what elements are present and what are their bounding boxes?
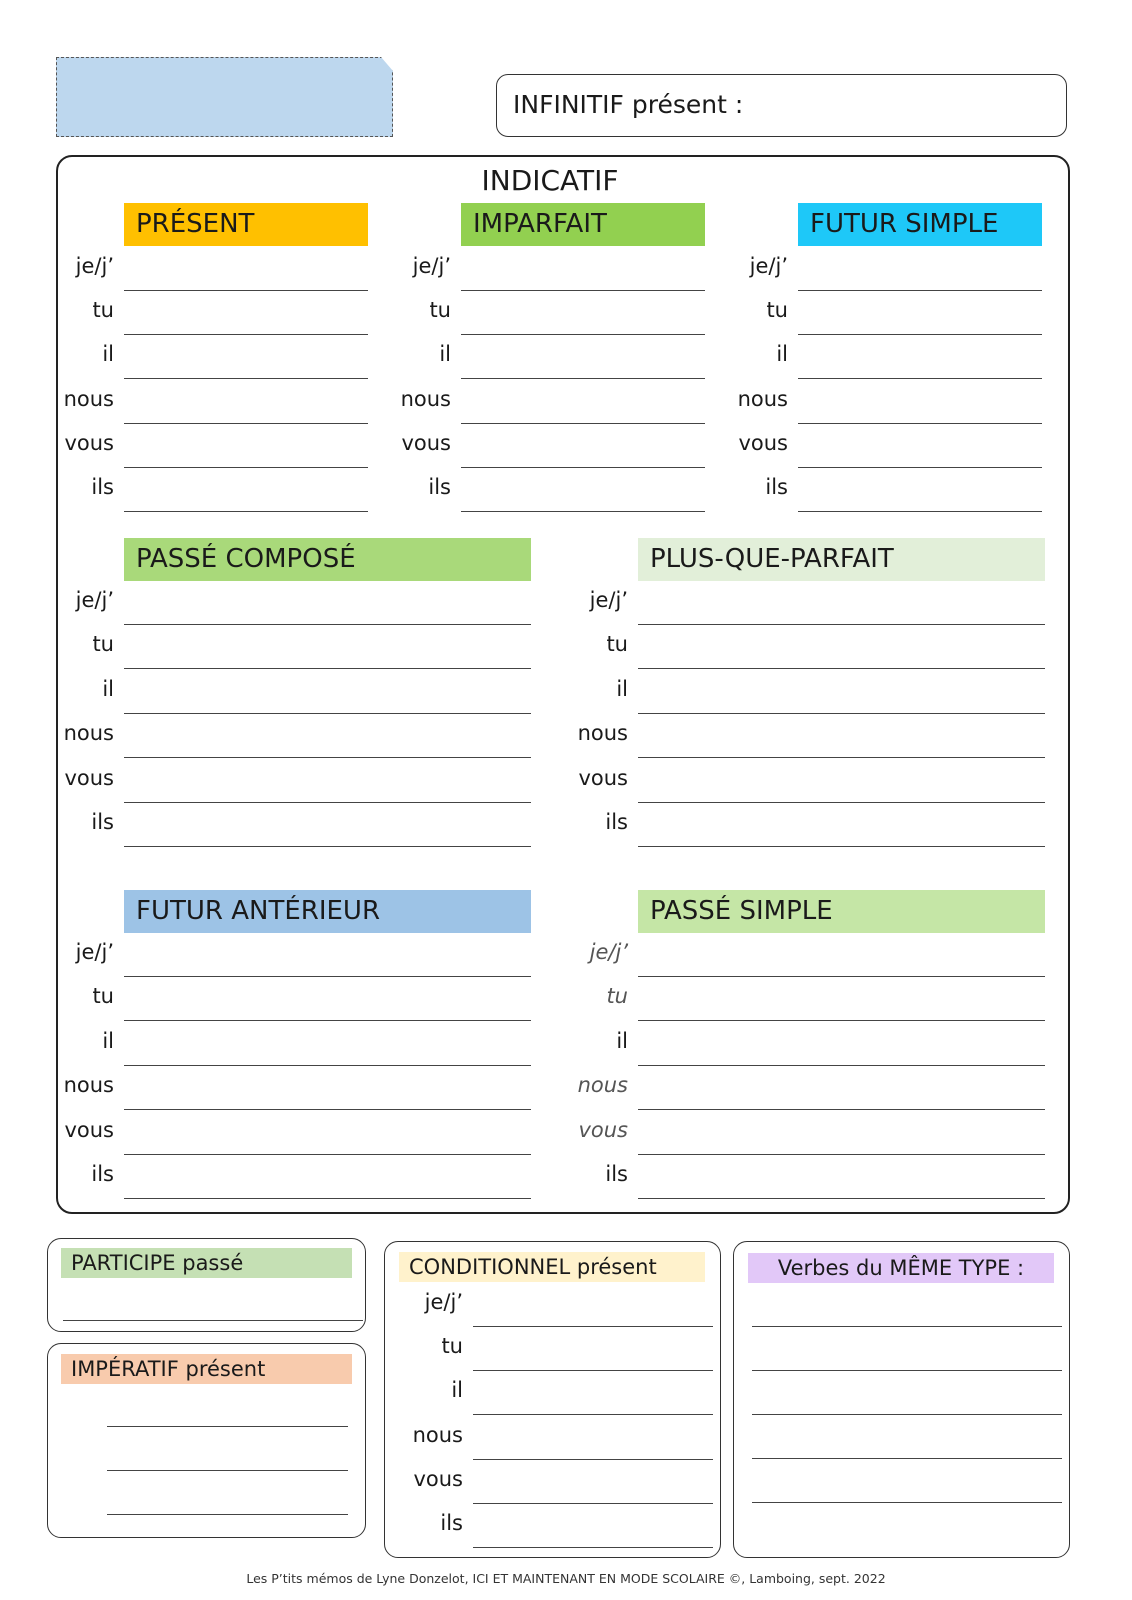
conjugation-row[interactable] [429,291,705,335]
answer-line[interactable] [124,846,531,847]
conjugation-row[interactable] [605,803,1045,847]
conjugation-row[interactable] [412,247,705,291]
pronoun-label: il [451,1378,463,1403]
answer-line[interactable] [124,511,368,512]
pronoun-label: je/j’ [589,940,628,964]
conjugation-row[interactable] [64,424,368,468]
answer-line[interactable] [798,511,1042,512]
conjugation-row[interactable] [616,670,1045,714]
pronoun-label: nous [63,721,114,746]
conjugation-row[interactable] [92,977,531,1021]
conjugation-row[interactable] [92,291,368,335]
pronoun-label: tu [441,1334,463,1359]
conjugation-row[interactable] [440,1504,713,1548]
meme-type-frame [733,1241,1070,1558]
pronoun-label: je/j’ [75,254,114,278]
conjugation-row[interactable] [400,380,705,424]
pronoun-label: il [776,342,788,367]
conjugation-row[interactable] [63,714,531,758]
footer-credit: Les P’tits mémos de Lyne Donzelot, ICI ET MAINTENANT EN MODE SCOLAIRE ©, Lamboing, sept. 2022 [246,1571,886,1586]
conjugation-row[interactable] [75,933,531,977]
pronoun-label: vous [401,430,451,455]
conjugation-row[interactable] [91,803,531,847]
conjugation-row[interactable] [578,1111,1045,1155]
pronoun-label: je/j’ [75,940,114,964]
pronoun-label: vous [578,1117,628,1142]
conjugation-imparfait [400,247,705,512]
tense-header-futur-simple: FUTUR SIMPLE [798,203,1042,246]
meme-type-line[interactable] [752,1414,1062,1415]
pronoun-label: tu [606,984,628,1009]
answer-line[interactable] [473,1547,713,1548]
conjugation-row[interactable] [577,1066,1045,1110]
pronoun-label: il [102,1028,114,1053]
pronoun-label: je/j’ [412,254,451,278]
conjugation-row[interactable] [776,335,1042,379]
conjugation-row[interactable] [589,933,1045,977]
tense-header-plus-que-parfait: PLUS-QUE-PARFAIT [638,538,1045,581]
participe-answer-line[interactable] [63,1320,363,1321]
conjugation-row[interactable] [451,1371,713,1415]
pronoun-label: tu [92,632,114,657]
answer-line[interactable] [124,1198,531,1199]
tense-header-passe-compose: PASSÉ COMPOSÉ [124,538,531,581]
conjugation-row[interactable] [102,1022,531,1066]
pronoun-label: vous [578,765,628,790]
conjugation-row[interactable] [578,759,1045,803]
imperatif-answer-line[interactable] [107,1426,348,1427]
pronoun-label: vous [738,430,788,455]
pronoun-label: tu [92,984,114,1009]
pronoun-label: je/j’ [424,1290,463,1314]
pronoun-label: vous [413,1466,463,1491]
pronoun-label: nous [63,1073,114,1098]
answer-line[interactable] [638,1198,1045,1199]
answer-line[interactable] [461,511,705,512]
pronoun-label: je/j’ [589,588,628,612]
pronoun-label: il [616,676,628,701]
meme-type-line[interactable] [752,1370,1062,1371]
pronoun-label: nous [577,721,628,746]
conjugation-row[interactable] [428,468,705,512]
conjugation-row[interactable] [102,670,531,714]
pronoun-label: il [102,342,114,367]
conjugation-row[interactable] [63,380,368,424]
conjugation-row[interactable] [75,581,531,625]
pronoun-label: il [439,342,451,367]
conjugation-row[interactable] [749,247,1042,291]
pronoun-label: ils [91,1162,114,1186]
conjugation-row[interactable] [412,1416,713,1460]
meme-type-line[interactable] [752,1502,1062,1503]
conjugation-row[interactable] [91,468,368,512]
infinitif-label: INFINITIF présent : [513,90,744,119]
answer-line[interactable] [638,846,1045,847]
conditionnel-header: CONDITIONNEL présent [399,1252,705,1282]
pronoun-label: nous [412,1422,463,1447]
pronoun-label: nous [577,1073,628,1098]
meme-type-line[interactable] [752,1458,1062,1459]
conjugation-futur-simple [737,247,1042,512]
pronoun-label: tu [92,298,114,323]
imperatif-answer-line[interactable] [107,1470,348,1471]
pronoun-label: nous [63,386,114,411]
pronoun-label: nous [400,386,451,411]
imperatif-header: IMPÉRATIF présent [61,1354,352,1384]
pronoun-label: vous [64,430,114,455]
pronoun-label: ils [91,475,114,499]
conjugation-row[interactable] [439,335,705,379]
conjugation-row[interactable] [91,1155,531,1199]
indicatif-title: INDICATIF [481,164,619,197]
conjugation-row[interactable] [738,424,1042,468]
conjugation-row[interactable] [413,1460,713,1504]
conjugation-passe-simple [577,933,1045,1199]
conjugation-row[interactable] [401,424,705,468]
conjugation-row[interactable] [441,1327,713,1371]
conjugation-row[interactable] [64,759,531,803]
pronoun-label: vous [64,765,114,790]
name-field[interactable] [56,57,393,137]
conjugation-row[interactable] [737,380,1042,424]
pronoun-label: je/j’ [75,588,114,612]
tense-header-futur-anterieur: FUTUR ANTÉRIEUR [124,890,531,933]
pronoun-label: ils [605,810,628,834]
conjugation-row[interactable] [75,247,368,291]
pronoun-label: ils [440,1511,463,1535]
conjugation-row[interactable] [606,625,1045,669]
conjugation-row[interactable] [92,625,531,669]
conjugation-row[interactable] [765,468,1042,512]
conjugation-row[interactable] [64,1111,531,1155]
tense-header-present: PRÉSENT [124,203,368,246]
meme-type-line[interactable] [752,1326,1062,1327]
pronoun-label: il [616,1028,628,1053]
pronoun-label: tu [766,298,788,323]
pronoun-label: nous [737,386,788,411]
pronoun-label: tu [429,298,451,323]
participe-header: PARTICIPE passé [61,1248,352,1278]
pronoun-label: tu [606,632,628,657]
conjugation-row[interactable] [606,977,1045,1021]
pronoun-label: ils [765,475,788,499]
conjugation-row[interactable] [577,714,1045,758]
pronoun-label: ils [605,1162,628,1186]
conjugation-present [63,247,368,512]
conjugation-row[interactable] [616,1022,1045,1066]
pronoun-label: il [102,676,114,701]
meme-type-header: Verbes du MÊME TYPE : [748,1253,1054,1283]
conjugation-passe-compose [63,581,531,847]
pronoun-label: ils [91,810,114,834]
conjugation-row[interactable] [589,581,1045,625]
infinitif-box[interactable] [496,74,1067,137]
pronoun-label: ils [428,475,451,499]
conjugation-plus-que-parfait [577,581,1045,847]
conjugation-row[interactable] [63,1066,531,1110]
conjugation-row[interactable] [102,335,368,379]
pronoun-label: je/j’ [749,254,788,278]
tense-header-imparfait: IMPARFAIT [461,203,705,246]
tense-header-passe-simple: PASSÉ SIMPLE [638,890,1045,933]
conjugation-row[interactable] [424,1283,713,1327]
imperatif-answer-line[interactable] [107,1514,348,1515]
conjugation-row[interactable] [766,291,1042,335]
conjugation-futur-anterieur [63,933,531,1199]
conjugation-row[interactable] [605,1155,1045,1199]
pronoun-label: vous [64,1117,114,1142]
conjugation-conditionnel [412,1283,713,1548]
